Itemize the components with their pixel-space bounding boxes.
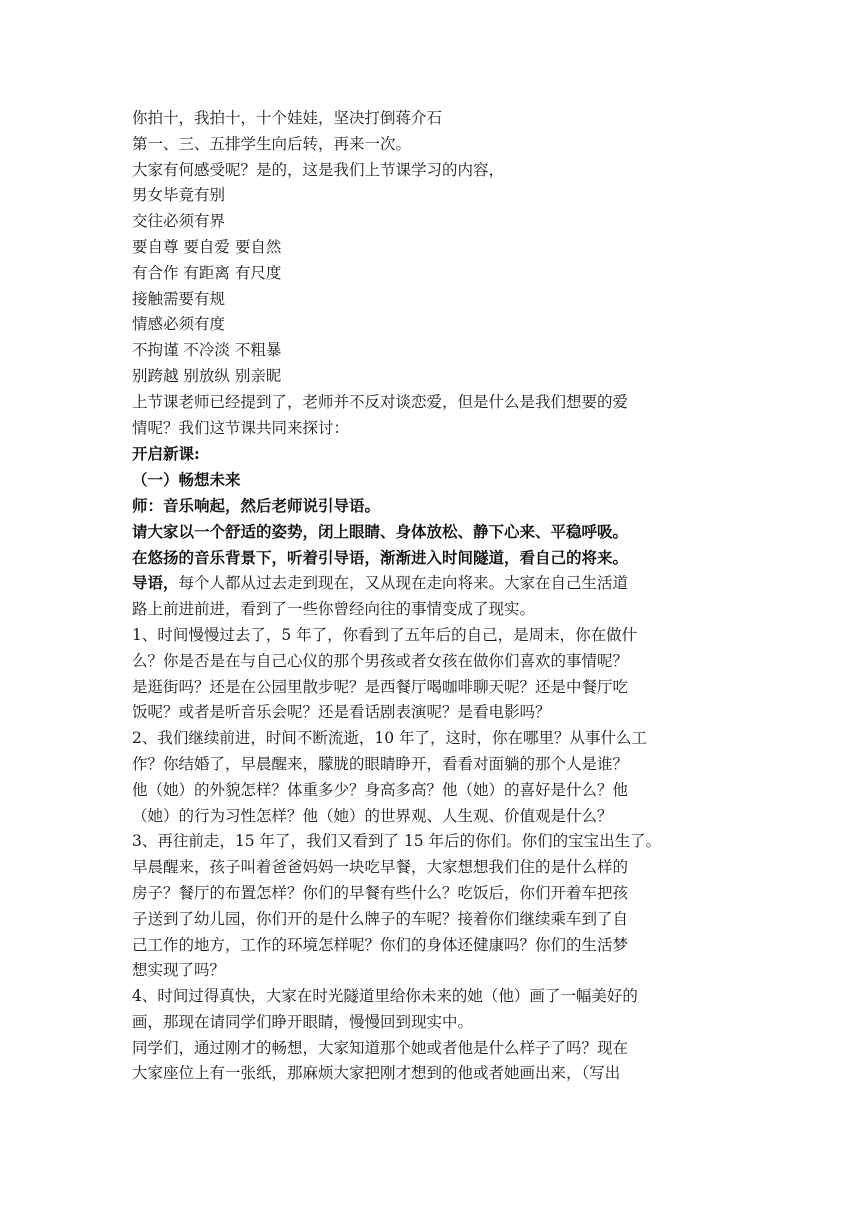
guide-text: 每个人都从过去走到现在，又从现在走向将来。大家在自己生活道 <box>178 574 629 593</box>
paragraph-line: 想实现了吗？ <box>132 961 226 980</box>
text-line: 有合作 有距离 有尺度 <box>132 263 282 282</box>
paragraph-line: 房子？餐厅的布置怎样？你们的早餐有些什么？吃饭后，你们开着车把孩 <box>132 883 629 902</box>
text-line: 男女毕竟有别 <box>132 186 226 205</box>
bold-instruction-line: 请大家以一个舒适的姿势，闭上眼睛、身体放松、静下心来、平稳呼吸。 <box>132 521 629 541</box>
paragraph-line: 2、我们继续前进，时间不断流逝，10 年了，这时，你在哪里？从事什么工 <box>132 729 648 748</box>
paragraph-line: 饭呢？或者是听音乐会呢？还是看话剧表演呢？是看电影吗？ <box>132 703 551 722</box>
text-line: 情感必须有度 <box>132 315 226 334</box>
intro-line: 上节课老师已经提到了，老师并不反对谈恋爱，但是什么是我们想要的爱 <box>132 392 629 411</box>
paragraph-line: 3、再往前走，15 年了，我们又看到了 15 年后的你们。你们的宝宝出生了。 <box>132 832 662 851</box>
text-line: 你拍十，我拍十，十个娃娃，坚决打倒蒋介石 <box>132 109 443 127</box>
paragraph-line: 是逛街吗？还是在公园里散步呢？是西餐厅喝咖啡聊天呢？还是中餐厅吃 <box>132 677 629 696</box>
closing-line: 同学们，通过刚才的畅想，大家知道那个她或者他是什么样子了吗？现在 <box>132 1038 629 1057</box>
text-line: 大家有何感受呢？是的，这是我们上节课学习的内容， <box>132 160 505 179</box>
bold-instruction-line: 在悠扬的音乐背景下，听着引导语，渐渐进入时间隧道，看自己的将来。 <box>132 547 629 567</box>
heading-section-1: （一）畅想未来 <box>132 470 241 490</box>
document-page <box>132 106 732 1087</box>
paragraph-line: 他（她）的外貌怎样？体重多少？身高多高？他（她）的喜好是什么？他 <box>132 780 629 799</box>
paragraph-line: 作？你结婚了，早晨醒来，朦胧的眼睛睁开，看看对面躺的那个人是谁？ <box>132 754 629 773</box>
teacher-instruction: 师：音乐响起，然后老师说引导语。 <box>132 495 381 515</box>
closing-line: 大家座位上有一张纸，那麻烦大家把刚才想到的他或者她画出来，（写出 <box>132 1064 621 1083</box>
text-line: 交往必须有界 <box>132 212 226 231</box>
paragraph-line: 么？你是否是在与自己心仪的那个男孩或者女孩在做你们喜欢的事情呢？ <box>132 651 629 670</box>
guide-line: 路上前进前进，看到了一些你曾经向往的事情变成了现实。 <box>132 600 536 619</box>
text-line: 不拘谨 不冷淡 不粗暴 <box>132 341 282 360</box>
text-line: 要自尊 要自爱 要自然 <box>132 237 282 256</box>
paragraph-line: 画，那现在请同学们睁开眼睛，慢慢回到现实中。 <box>132 1012 474 1031</box>
intro-line: 情呢？我们这节课共同来探讨： <box>132 418 350 437</box>
paragraph-line: （她）的行为习性怎样？他（她）的世界观、人生观、价值观是什么？ <box>132 806 613 825</box>
text-line: 接触需要有规 <box>132 289 226 308</box>
paragraph-line: 4、时间过得真快，大家在时光隧道里给你未来的她（他）画了一幅美好的 <box>132 987 638 1006</box>
text-line: 第一、三、五排学生向后转，再来一次。 <box>132 134 412 153</box>
heading-new-lesson: 开启新课: <box>132 444 200 464</box>
text-line: 别跨越 别放纵 别亲昵 <box>132 366 282 385</box>
paragraph-line: 早晨醒来，孩子叫着爸爸妈妈一块吃早餐，大家想想我们住的是什么样的 <box>132 858 629 877</box>
guide-line <box>132 570 732 597</box>
paragraph-line: 己工作的地方，工作的环境怎样呢？你们的身体还健康吗？你们的生活梦 <box>132 935 629 954</box>
paragraph-line: 1、时间慢慢过去了，5 年了，你看到了五年后的自己，是周末，你在做什 <box>132 625 638 644</box>
guide-label: 导语， <box>132 573 179 593</box>
paragraph-line: 子送到了幼儿园，你们开的是什么牌子的车呢？接着你们继续乘车到了自 <box>132 909 629 928</box>
